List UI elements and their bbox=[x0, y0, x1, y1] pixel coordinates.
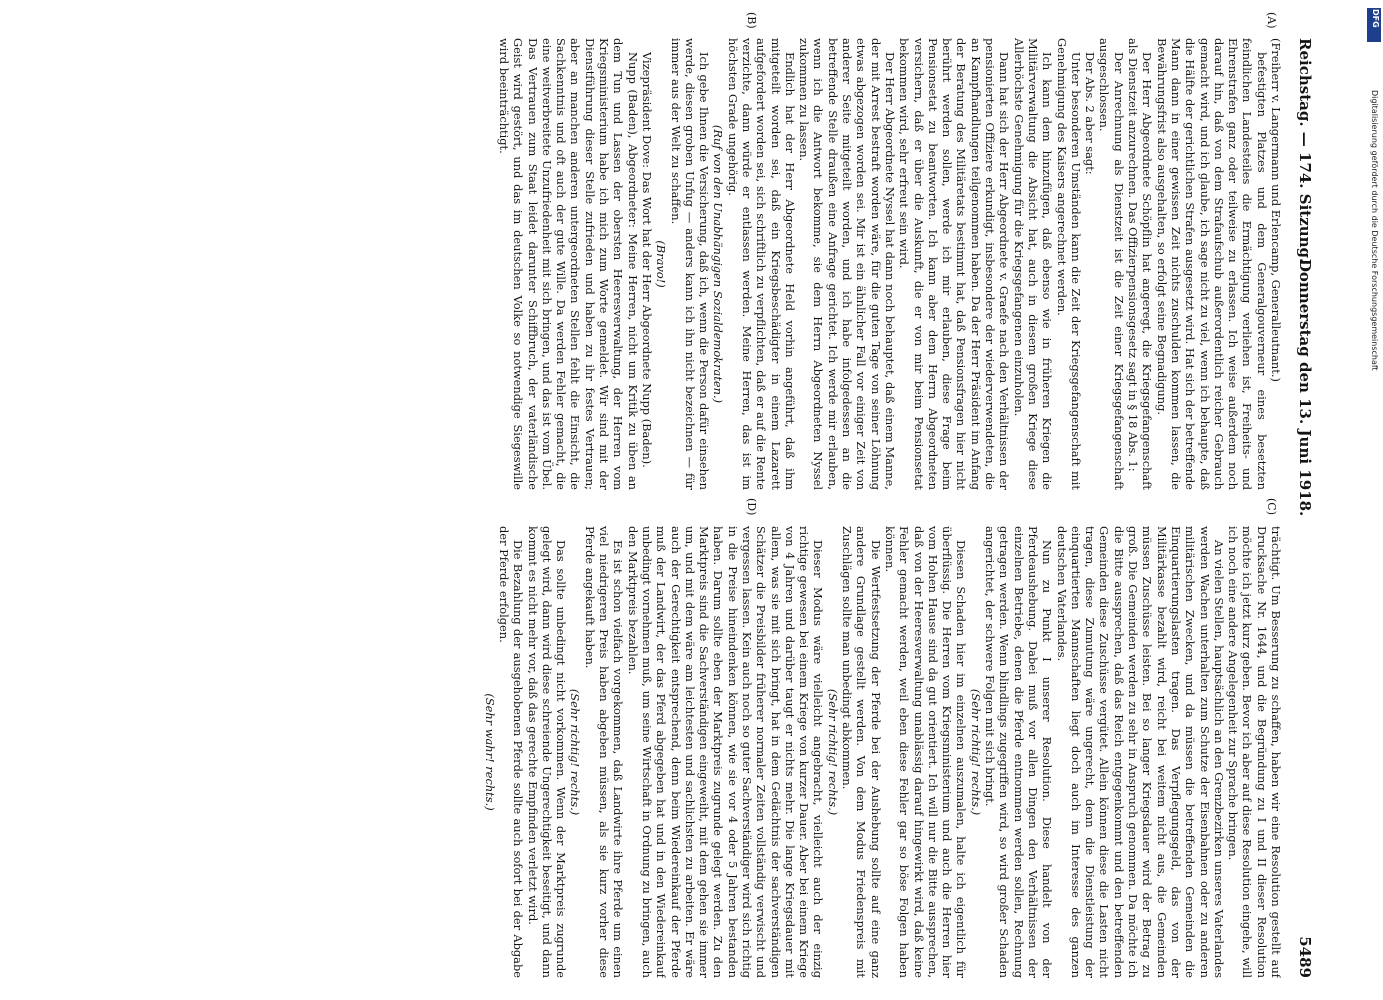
paragraph: Ich kann dem hinzufügen, daß ebenso wie in früheren Kriegen die Militärverwaltung die Absicht hat, auch in diesem großen Kriege diese Allerhöchste Genehmigung für die Kriegsgefangenen einzuholen. bbox=[1011, 38, 1055, 490]
page-number: 5489 bbox=[1296, 936, 1314, 978]
digitization-credit-text: Digitalisierung gefördert durch die Deutsche Forschungsgemeinschaft bbox=[1370, 90, 1379, 371]
paragraph: An vielen Stellen, hauptsächlich an den Grenzbezirken unseres Vaterlandes werden Wachen unterhalten zum Schutze der Eisenbahnen oder zu anderen militärischen Zwecken, und da müssen die betreffenden Gemeinden die Einquartierungslasten tragen. Das Verpflegungsgeld, das von der Militärkasse bezahlt wird, reicht bei weitem nicht aus, die Gemeinden müssen Zuschüsse leisten. Bei so langer Kriegsdauer wird der Betrag zu groß. Die Gemeinden werden zu sehr in Anspruch genommen. Da möchte ich die Bitte aussprechen, daß das Reich entgegenkommt und den betreffenden Gemeinden diese Zuschüsse vergütet. Allein können diese die Lasten nicht tragen, diese Zumutung wäre ungerecht, denn die Dienstleistung der einquartierten Mannschaften liegt doch auch im Interesse des ganzen deutschen Vaterlandes. bbox=[1054, 526, 1226, 978]
rotated-document-page bbox=[62, 12, 1317, 978]
paragraph: Der Herr Abgeordnete Schöpflin hat angeregt, die Kriegsgefangenschaft als Dienstzeit anzurechnen. Das Offizierpensionsgesetz sagt in § 18 Abs. 1: bbox=[1126, 38, 1155, 490]
paragraph: Der Abs. 2 aber sagt: bbox=[1083, 52, 1098, 175]
paragraph: (Sehr richtig! rechts.) bbox=[825, 688, 840, 816]
header-right bbox=[1293, 259, 1317, 978]
paragraph: Der Anrechnung als Dienstzeit ist die Zeit einer Kriegsgefangenschaft ausgeschlossen. bbox=[1097, 38, 1126, 490]
paragraph: Es ist schon vielfach vorgekommen, daß Landwirte ihre Pferde um einen viel niedrigeren Preis haben abgeben müssen, als sie kurz vorher diese Pferde angekauft haben. bbox=[582, 526, 626, 978]
dfg-logo-text: DFG bbox=[1371, 9, 1380, 28]
header-left: Reichstag. — 174. Sitzung. bbox=[1296, 38, 1314, 264]
paragraph: (Sehr richtig! rechts.) bbox=[968, 688, 983, 816]
paragraph: Die Bezahlung der ausgehobenen Pferde sollte auch sofort bei der Abgabe der Pferde erfolgen. bbox=[496, 526, 526, 978]
margin-letter-b: (B) bbox=[745, 12, 758, 29]
paragraph: (Sehr wahr! rechts.) bbox=[482, 693, 497, 811]
margin-letter-d: (D) bbox=[745, 498, 758, 516]
left-column bbox=[68, 38, 1283, 490]
paragraph: Unter besonderen Umständen kann die Zeit der Kriegsgefangenschaft mit Genehmigung des Kaisers angerechnet werden. bbox=[1054, 38, 1083, 490]
paragraph: Nun zu Punkt I unserer Resolution. Diese handelt von der Pferdeaushebung. Dabei muß vor allen Dingen den Verhältnissen der einzelnen Betriebe, denen die Pferde entnommen werden sollen, Rechnung getragen werden. Wenn blindlings zugegriffen wird, so wird großer Schaden angerichtet, der schwere Folgen mit sich bringt. bbox=[983, 526, 1055, 978]
paragraph: trächtigt. Um Besserung zu schaffen, haben wir eine Resolution gestellt auf Drucksache Nr. 1644, und die Begründung zu I und II dieser Resolution möchte ich jetzt kurz geben. Bevor ich aber auf diese Resolution eingehe, will ich noch eine andere Angelegenheit zur Sprache bringen. bbox=[1226, 526, 1283, 978]
right-column bbox=[68, 526, 1283, 978]
page-header bbox=[1293, 38, 1317, 978]
paragraph: Diesen Schaden hier im einzelnen auszumalen, halte ich eigentlich für überflüssig. Die Herren vom Kriegsministerium und auch die Herren hier vom Hohen Hause sind da gut orientiert. Ich will nur die Bitte aussprechen, daß von der Heeresverwaltung unablässig darauf hingewirkt wird, daß keine Fehler gemacht werden, weil eben diese Fehler gar so böse Folgen haben können. bbox=[882, 526, 969, 978]
paragraph: (Freiherr v. Langermann und Erlencamp, Generalleutnant.) bbox=[1269, 38, 1283, 382]
paragraph: (Bravo!) bbox=[654, 240, 669, 288]
paragraph: Das sollte unbedingt nicht vorkommen. Wenn der Marktpreis zugrunde gelegt wird, dann wird diese schreiende Ungerechtigkeit beseitigt, und dann kommt es nicht mehr vor, daß das gerechte Empfinden verletzt wird. bbox=[525, 526, 569, 978]
paragraph: Der Herr Abgeordnete Nyssel hat dann noch behauptet, daß einem Manne, der mit Arrest bestraft worden wäre, für die guten Tage von seiner Löhnung etwas abgezogen worden sei. Mir ist ein ähnlicher Fall vor einiger Zeit von anderer Seite mitgeteilt worden, und ich habe infolgedessen an die betreffende Stelle draußen eine Anfrage gerichtet. Ich werde mir erlauben, wenn ich die Antwort bekomme, sie dem Herrn Abgeordneten Nyssel zukommen zu lassen. bbox=[797, 38, 897, 490]
paragraph: Ich gebe Ihnen die Versicherung, daß ich, wenn die Person dafür einsehen werde, diesen groben Unfug — anders kann ich ihn nicht bezeichnen — für immer aus der Welt zu schaffen. bbox=[668, 38, 712, 490]
paragraph: Vizepräsident Dove: Das Wort hat der Herr Abgeordnete Nupp (Baden). bbox=[639, 52, 654, 468]
header-date: Donnerstag den 13. Juni 1918. bbox=[1296, 258, 1314, 517]
paragraph: Endlich hat der Herr Abgeordnete Held vorhin angeführt, daß ihm mitgeteilt worden sei, daß ein Kriegsbeschädigter in einem Lazarett aufgefordert worden sei, sich schriftlich zu verpflichten, daß er auf die Rente verzichte, dann würde er entlassen werden. Meine Herren, das ist im höchsten Grade ungehörig. bbox=[725, 38, 797, 490]
paragraph: befestigten Platzes und dem Generalgouverneur eines besetzten feindlichen Landesteiles die Ermächtigung verliehen ist, Freiheits- und Ehrenstrafen ganz oder teilweise zu erlassen. Ich weise außerdem noch darauf hin, daß von dem Strafaufschub außerordentlich reicher Gebrauch gemacht wird, und ich glaube, ich sage nicht zu viel, wenn ich behaupte, daß die Hälfte der gerichtlichen Strafen ausgesetzt wird. Hat sich der betreffende Mann dann in einer gewissen Zeit nichts zuschulden kommen lassen, die Bewährungsfrist also ausgehalten, so erfolgt seine Begnadigung. bbox=[1154, 38, 1269, 490]
margin-letter-a: (A) bbox=[1265, 12, 1278, 29]
paragraph: Dann hat sich der Herr Abgeordnete v. Graefe nach den Verhältnissen der pensionierten Offiziere erkundigt, insbesondere der wiederverwendeten, die an Kampfhandlungen teilgenommen haben. Da der Herr Präsident im Anfang der Beratung des Militäretats bestimmt hat, daß Pensionsfragen hier nicht berührt werden sollen, werde ich mir erlauben, diese Frage beim Pensionsetat zu beantworten. Ich kann aber dem Herrn Abgeordneten versichern, daß er über die Auskunft, die er von mir beim Pensionsetat bekommen wird, sehr erfreut sein wird. bbox=[897, 38, 1012, 490]
margin-letter-c: (C) bbox=[1265, 498, 1278, 515]
paragraph: (Ruf von den Unabhängigen Sozialdemokraten.) bbox=[711, 124, 726, 404]
dfg-logo bbox=[1367, 8, 1381, 42]
paragraph: (Sehr richtig! rechts.) bbox=[568, 688, 583, 816]
paragraph: Die Wertfestsetzung der Pferde bei der Aushebung sollte auf eine ganz andere Grundlage gestellt werden. Von dem Modus Friedenspreis mit Zuschlägen sollte man unbedingt abkommen. bbox=[840, 526, 883, 978]
digitization-credit bbox=[1367, 90, 1381, 990]
paragraph: Nupp (Baden), Abgeordneter: Meine Herren, nicht um Kritik zu üben an dem Tun und Lassen der obersten Heeresverwaltung, der Herren vom Kriegsministerium habe ich mich zum Worte gemeldet. Wir sind mit der Dienstführung dieser Stelle zufrieden und haben zu ihr festes Vertrauen; aber an manchen anderen untergeordneten Stellen fehlt die Einsicht, die Sachkenntnis und oft auch der gute Wille. Da werden Fehler gemacht, die eine weitverbreitete Unzufriedenheit mit sich bringen, und das ist vom Übel. Das Vertrauen zum Staat leidet darunter Schiffbruch, der vaterländische Geist wird gestört, und das im deutschen Volke so notwendige Siegeswille wird beeinträchtigt. bbox=[496, 38, 640, 490]
paragraph: Dieser Modus wäre vielleicht angebracht, vielleicht auch der einzig richtige gewesen bei einem Kriege von kurzer Dauer. Aber bei einem Kriege von 4 Jahren und darüber taugt er nichts mehr. Die lange Kriegsdauer mit allem, was sie mit sich bringt, hat in dem Gedächtnis der sachverständigen Schätzer die Preisbilder früherer normaler Zeiten vollständig verwischt und vergessen lassen. Kein auch noch so guter Sachverständiger wird sich richtig in die Preise hineindenken können, wie sie vor 4 oder 5 Jahren bestanden haben. Darum sollte eben der Marktpreis zugrunde gelegt werden. Zu den Marktpreis sind die Sachverständigen eingeweiht, mit dem gehen sie immer um, und mit dem wäre am leichtesten und sachlichsten zu arbeiten. Er wäre auch der Gerechtigkeit entsprechend, denn beim Wiedereinkauf der Pferde muß der Landwirt, der das Pferd abgegeben hat und in den Wiedereinkauf unbedingt vornehmen muß, um seine Wirtschaft in Ordnung zu bringen, auch den Marktpreis bezahlen. bbox=[625, 526, 826, 978]
